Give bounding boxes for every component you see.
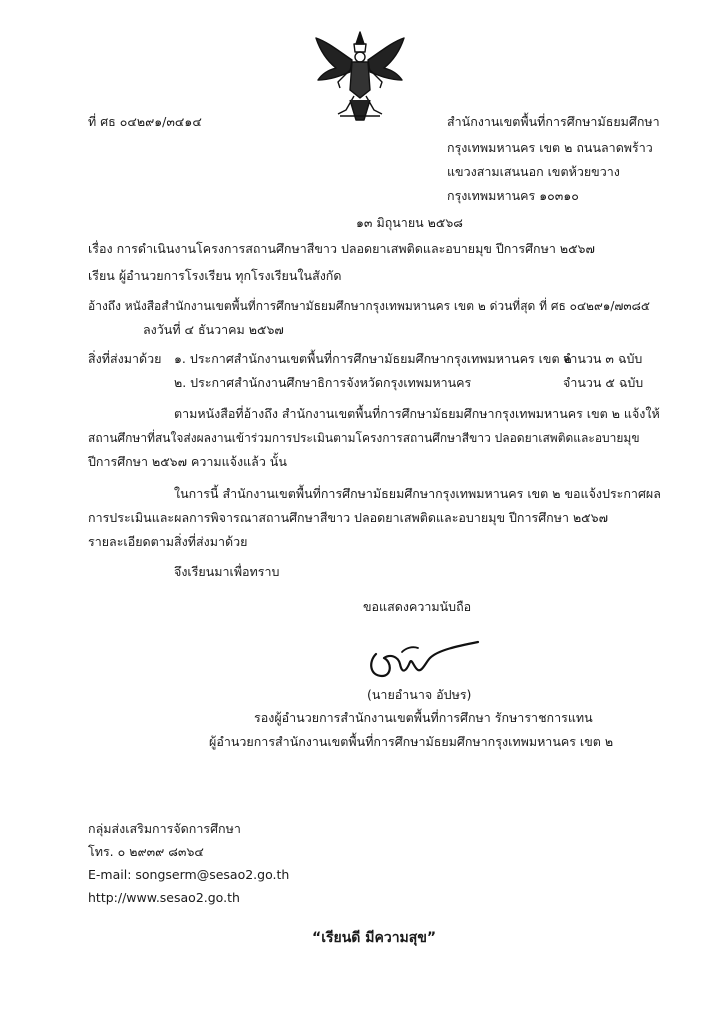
body-paragraph-2-line-2: การประเมินและผลการพิจารณาสถานศึกษาสีขาว ปลอดยาเสพติดและอบายมุข ปีการศึกษา ๒๕๖๗ — [88, 510, 608, 525]
contact-department: กลุ่มส่งเสริมการจัดการศึกษา — [88, 821, 241, 836]
enclosure-item-1-quantity: จำนวน ๓ ฉบับ — [563, 351, 643, 366]
reference-line-2: ลงวันที่ ๔ ธันวาคม ๒๕๖๗ — [143, 322, 284, 337]
enclosures-label: สิ่งที่ส่งมาด้วย — [88, 351, 162, 366]
salutation-line: เรียน ผู้อำนวยการโรงเรียน ทุกโรงเรียนในสังกัด — [88, 268, 342, 283]
body-paragraph-2-line-1: ในการนี้ สำนักงานเขตพื้นที่การศึกษามัธยมศึกษากรุงเทพมหานคร เขต ๒ ขอแจ้งประกาศผล — [174, 486, 661, 501]
motto: “เรียนดี มีความสุข” — [312, 930, 437, 946]
handwritten-signature-icon — [362, 632, 482, 682]
document-number: ที่ ศธ ๐๔๒๙๑/๓๔๑๔ — [88, 114, 202, 129]
closing-phrase: ขอแสดงความนับถือ — [363, 599, 472, 614]
enclosure-item-1: ๑. ประกาศสำนักงานเขตพื้นที่การศึกษามัธยมศึกษากรุงเทพมหานคร เขต ๒ — [174, 351, 572, 366]
office-address-line-4: กรุงเทพมหานคร ๑๐๓๑๐ — [447, 188, 579, 203]
signatory-title-line-1: รองผู้อำนวยการสำนักงานเขตพื้นที่การศึกษา รักษาราชการแทน — [254, 710, 593, 725]
body-paragraph-2-line-3: รายละเอียดตามสิ่งที่ส่งมาด้วย — [88, 534, 248, 549]
office-address-line-1: สำนักงานเขตพื้นที่การศึกษามัธยมศึกษา — [447, 114, 660, 129]
enclosure-item-2: ๒. ประกาศสำนักงานศึกษาธิการจังหวัดกรุงเทพมหานคร — [174, 375, 472, 390]
subject-line: เรื่อง การดำเนินงานโครงการสถานศึกษาสีขาว ปลอดยาเสพติดและอบายมุข ปีการศึกษา ๒๕๖๗ — [88, 241, 595, 256]
enclosure-item-2-quantity: จำนวน ๕ ฉบับ — [563, 375, 644, 390]
signatory-name: (นายอำนาจ อัปษร) — [367, 687, 472, 702]
body-paragraph-1-line-2: สถานศึกษาที่สนใจส่งผลงานเข้าร่วมการประเมินตามโครงการสถานศึกษาสีขาว ปลอดยาเสพติดและอบายมุข — [88, 431, 640, 445]
contact-email[interactable]: E-mail: songserm@sesao2.go.th — [88, 867, 290, 882]
contact-website[interactable]: http://www.sesao2.go.th — [88, 890, 240, 905]
document-date: ๑๓ มิถุนายน ๒๕๖๘ — [356, 215, 463, 230]
garuda-emblem-icon — [310, 30, 410, 126]
body-paragraph-1-line-1: ตามหนังสือที่อ้างถึง สำนักงานเขตพื้นที่การศึกษามัธยมศึกษากรุงเทพมหานคร เขต ๒ แจ้งให้ — [174, 406, 660, 421]
reference-line-1: อ้างถึง หนังสือสำนักงานเขตพื้นที่การศึกษามัธยมศึกษากรุงเทพมหานคร เขต ๒ ด่วนที่สุด ที่ ศธ ๐๔๒๙๑/๗๓๘๕ — [88, 299, 650, 313]
closing-request: จึงเรียนมาเพื่อทราบ — [174, 564, 280, 579]
body-paragraph-1-line-3: ปีการศึกษา ๒๕๖๗ ความแจ้งแล้ว นั้น — [88, 454, 287, 469]
signatory-title-line-2: ผู้อำนวยการสำนักงานเขตพื้นที่การศึกษามัธยมศึกษากรุงเทพมหานคร เขต ๒ — [209, 734, 614, 749]
office-address-line-3: แขวงสามเสนนอก เขตห้วยขวาง — [447, 164, 620, 179]
contact-phone: โทร. ๐ ๒๙๓๙ ๘๓๖๔ — [88, 844, 204, 859]
office-address-line-2: กรุงเทพมหานคร เขต ๒ ถนนลาดพร้าว — [447, 140, 653, 155]
